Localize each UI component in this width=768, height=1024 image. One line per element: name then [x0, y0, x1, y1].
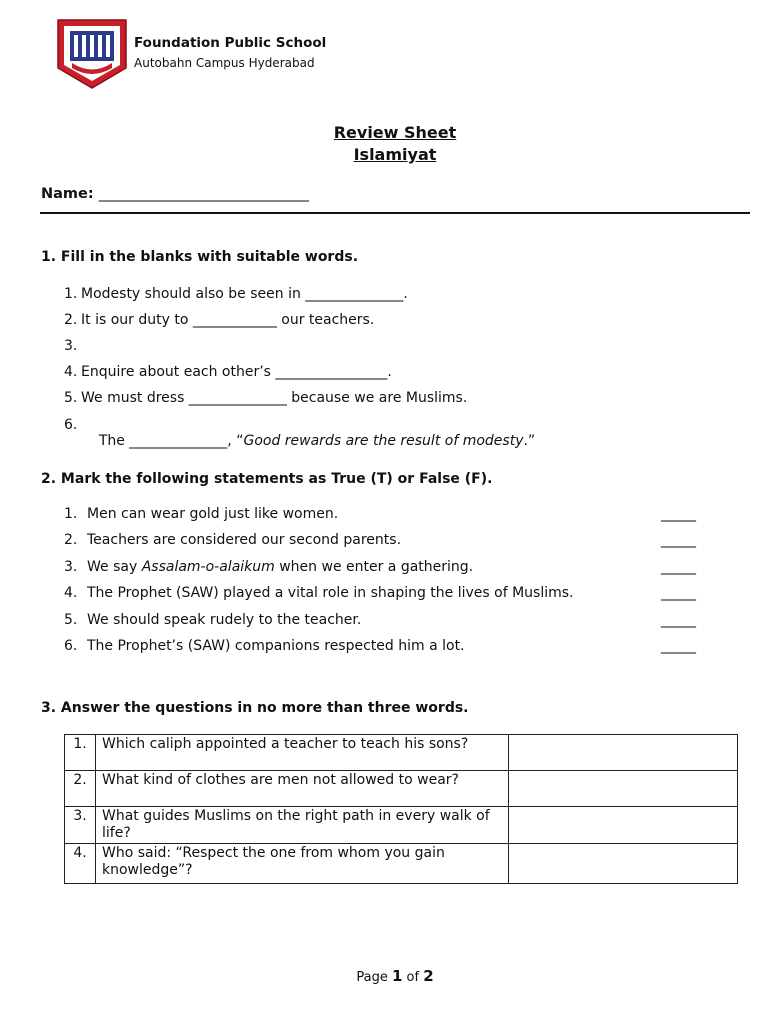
section2-heading: 2. Mark the following statements as True (T) or False (F).	[41, 471, 493, 487]
answer-blank: _____	[661, 585, 696, 601]
fill-item	[64, 338, 81, 354]
item-quote: Good rewards are the result of modesty	[243, 433, 524, 449]
question-text: Which caliph appointed a teacher to teach his sons?	[96, 735, 509, 771]
name-blank: _____________________________	[98, 186, 309, 202]
statement-text	[87, 559, 646, 575]
item-number: 4.	[64, 585, 78, 601]
item-text: The ______________, “	[98, 433, 244, 449]
statement-pre: We say	[87, 559, 142, 575]
fill-item	[64, 312, 374, 328]
answer-cell[interactable]	[509, 735, 738, 771]
item-text: It is our duty to ____________ our teachers.	[81, 312, 375, 328]
total-pages: 2	[423, 967, 434, 985]
fill-item	[64, 364, 392, 380]
item-number: 3.	[64, 559, 78, 575]
item-number: 5.	[64, 390, 78, 406]
answer-cell[interactable]	[509, 771, 738, 807]
page-number	[0, 967, 768, 985]
item-number: 4.	[64, 364, 78, 380]
tf-item	[64, 532, 696, 548]
row-number: 1.	[65, 735, 96, 771]
row-number: 2.	[65, 771, 96, 807]
divider	[40, 212, 750, 214]
name-row	[41, 186, 309, 202]
item-number: 1.	[64, 286, 78, 302]
of-word: of	[406, 970, 420, 985]
tf-item	[64, 559, 696, 575]
item-text: We must dress ______________ because we are Muslims.	[81, 390, 468, 406]
answer-cell[interactable]	[509, 844, 738, 884]
tf-item	[64, 585, 696, 601]
answer-blank: _____	[661, 559, 696, 575]
sheet-title: Review Sheet	[333, 123, 457, 142]
item-tail: .”	[523, 433, 536, 449]
item-number: 5.	[64, 612, 78, 628]
tf-item	[64, 506, 696, 522]
item-number: 2.	[64, 312, 78, 328]
item-text: Modesty should also be seen in ______________.	[81, 286, 408, 302]
current-page: 1	[391, 967, 403, 985]
statement-post: when we enter a gathering.	[274, 559, 474, 575]
question-text: Who said: “Respect the one from whom you gain knowledge”?	[96, 844, 509, 884]
statement-text: Teachers are considered our second parents.	[87, 532, 402, 548]
answer-blank: _____	[661, 638, 696, 654]
school-logo	[56, 18, 128, 90]
statement-text: The Prophet’s (SAW) companions respected him a lot.	[87, 638, 465, 654]
row-number: 4.	[65, 844, 96, 884]
table-row	[65, 771, 738, 807]
tf-item	[64, 612, 696, 628]
table-row	[65, 844, 738, 884]
subject-title: Islamiyat	[353, 145, 437, 164]
statement-text: The Prophet (SAW) played a vital role in shaping the lives of Muslims.	[87, 585, 574, 601]
section1-heading: 1. Fill in the blanks with suitable words.	[41, 249, 359, 265]
campus-name: Autobahn Campus Hyderabad	[134, 56, 315, 70]
item-text: Enquire about each other’s ________________.	[81, 364, 392, 380]
statement-text: We should speak rudely to the teacher.	[87, 612, 362, 628]
statement-text: Men can wear gold just like women.	[87, 506, 339, 522]
name-label: Name:	[41, 186, 94, 202]
tf-item	[64, 638, 696, 654]
fill-item	[64, 286, 408, 302]
answer-table	[64, 734, 738, 884]
item-number: 6.	[64, 417, 78, 433]
fill-item	[64, 390, 467, 406]
row-number: 3.	[65, 807, 96, 844]
section3-heading: 3. Answer the questions in no more than three words.	[41, 700, 469, 716]
item-number: 2.	[64, 532, 78, 548]
statement-italic: Assalam-o-alaikum	[141, 559, 275, 575]
answer-blank: _____	[661, 506, 696, 522]
page-word: Page	[356, 970, 388, 985]
item-number: 3.	[64, 338, 78, 354]
answer-blank: _____	[661, 532, 696, 548]
table-row	[65, 807, 738, 844]
answer-cell[interactable]	[509, 807, 738, 844]
item-number: 6.	[64, 638, 78, 654]
item-number: 1.	[64, 506, 78, 522]
question-text: What kind of clothes are men not allowed to wear?	[96, 771, 509, 807]
fill-item	[64, 417, 535, 465]
question-text: What guides Muslims on the right path in every walk of life?	[96, 807, 509, 844]
answer-blank: _____	[661, 612, 696, 628]
table-row	[65, 735, 738, 771]
school-name: Foundation Public School	[134, 35, 327, 51]
